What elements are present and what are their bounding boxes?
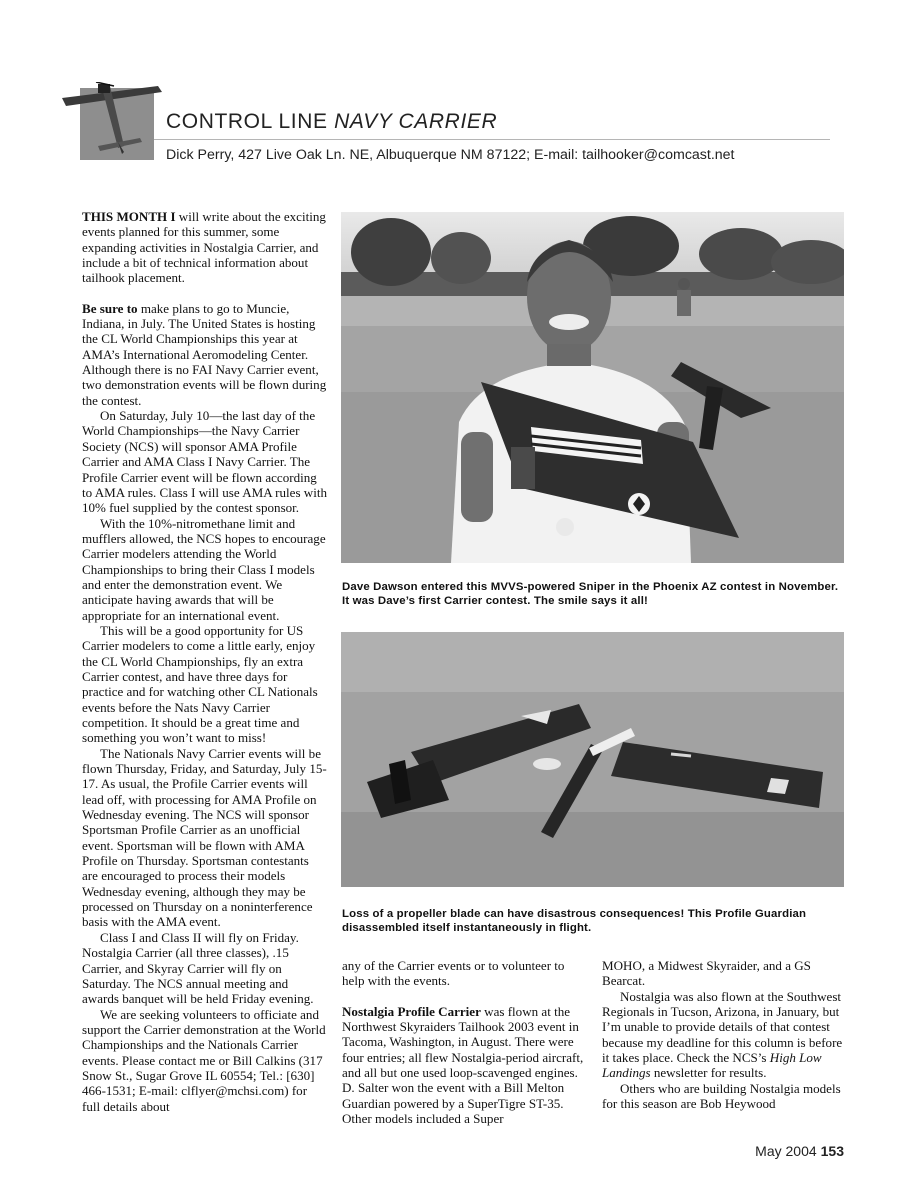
paragraph: MOHO, a Midwest Skyraider, and a GS Bearcat. [602, 958, 811, 989]
lead-in: Be sure to [82, 300, 138, 316]
paragraph-text: was flown at the Northwest Skyraiders Tailhook 2003 event in Tacoma, Washington, in August. There were four entries; all flew Nostalgia-period aircraft, and all but one used loop-scavenged engines. D. Salter won the event with a Bill Melton Guardian powered by a SuperTigre ST-35. Other models included a Super [342, 1003, 584, 1127]
header-rule [154, 139, 830, 140]
photo-caption: Loss of a propeller blade can have disastrous consequences! This Profile Guardian disassembled itself instantaneously in flight. [342, 908, 807, 934]
photo-crashed-model [341, 632, 844, 887]
paragraph: The Nationals Navy Carrier events will be flown Thursday, Friday, and Saturday, July 15-17. As usual, the Profile Carrier events will lead off, with processing for AMA Profile on Wednesday evening. The NCS will sponsor Sportsman Profile Carrier as an unofficial event. Sportsman will be flown with AMA Profile on Thursday. Sportsman contestants are encouraged to process their models Wednesday evening, although they may be processed on Thursday on a noninterference basis with the AMA event. [82, 745, 327, 930]
paragraph [82, 301, 328, 408]
paragraph-text: will write about the exciting events planned for this summer, some expanding activities in Nostalgia Carrier, and include a bit of technical information about tailhook placement. [82, 209, 326, 286]
photo-caption: Dave Dawson entered this MVVS-powered Sniper in the Phoenix AZ contest in November. It was Dave’s first Carrier contest. The smile says it all! [342, 581, 839, 607]
paragraph: With the 10%-nitromethane limit and mufflers allowed, the NCS hopes to encourage Carrier modelers attending the World Championships to bring their Class I models and enter the demonstration event. We anticipate having awards that will be appropriate for an international event. [82, 515, 326, 623]
newsletter-title: High Low Landings [602, 1050, 822, 1081]
title-emphasis: NAVY CARRIER [334, 110, 498, 133]
page-footer [755, 1143, 844, 1159]
paragraph: Others who are building Nostalgia models for this season are Bob Heywood [602, 1080, 841, 1112]
paragraph: Class I and Class II will fly on Friday. Nostalgia Carrier (all three classes), .15 Carrier, and Skyray Carrier will fly on Saturday. The NCS annual meeting and awards banquet will be held Friday evening. [82, 929, 314, 1007]
lead-in: THIS MONTH I [82, 209, 176, 224]
lead-in: Nostalgia Profile Carrier [342, 1003, 481, 1019]
paragraph: any of the Carrier events or to volunteer to help with the events. [342, 958, 565, 989]
paragraph [342, 1004, 587, 1127]
issue-date: May 2004 [755, 1143, 817, 1159]
author-byline: Dick Perry, 427 Live Oak Ln. NE, Albuquerque NM 87122; E-mail: tailhooker@comcast.net [166, 147, 735, 163]
article-column-3 [602, 958, 848, 1111]
photo-pilot-with-model [341, 212, 844, 563]
article-column-2 [342, 958, 587, 1126]
column-title [166, 110, 497, 134]
paragraph-text: Nostalgia was also flown at the Southwest Regionals in Tucson, Arizona, in January, but I’m unable to provide details of that contest because my deadline for this column is before it takes place. Check the NCS’s [602, 988, 843, 1066]
paragraph: We are seeking volunteers to officiate and support the Carrier demonstration at the World Championships and the Nationals Carrier events. Please contact me or Bill Calkins (317 Snow St., Sugar Grove IL 60554; Tel.: [630] 466-1531; E-mail: clflyer@mchsi.com) for full details about [82, 1006, 326, 1114]
paragraph [82, 209, 328, 286]
title-main: CONTROL LINE [166, 110, 328, 133]
section-logo [80, 88, 154, 160]
paragraph-text: make plans to go to Muncie, Indiana, in July. The United States is hosting the CL World Championships this year at AMA’s International Aeromodeling Center. Although there is no FAI Navy Carrier event, two demonstration events will be flown during the contest. [82, 300, 327, 408]
paragraph: On Saturday, July 10—the last day of the World Championships—the Navy Carrier Society (NCS) will sponsor AMA Profile Carrier and AMA Class I Navy Carrier. The Profile Carrier event will be flown according to AMA rules. Class I will use AMA rules with 10% fuel supplied by the contest sponsor. [82, 408, 327, 516]
page-number: 153 [820, 1143, 844, 1159]
paragraph [602, 989, 848, 1081]
article-column-1 [82, 209, 328, 1114]
paragraph-text: newsletter for results. [650, 1065, 767, 1081]
paragraph: This will be a good opportunity for US Carrier modelers to come a little early, enjoy the CL World Championships, fly an extra Carrier contest, and have three days for practice and for watching other CL Nationals events before the Nats Navy Carrier competition. It should be a great time and something you won’t want to miss! [82, 622, 318, 746]
